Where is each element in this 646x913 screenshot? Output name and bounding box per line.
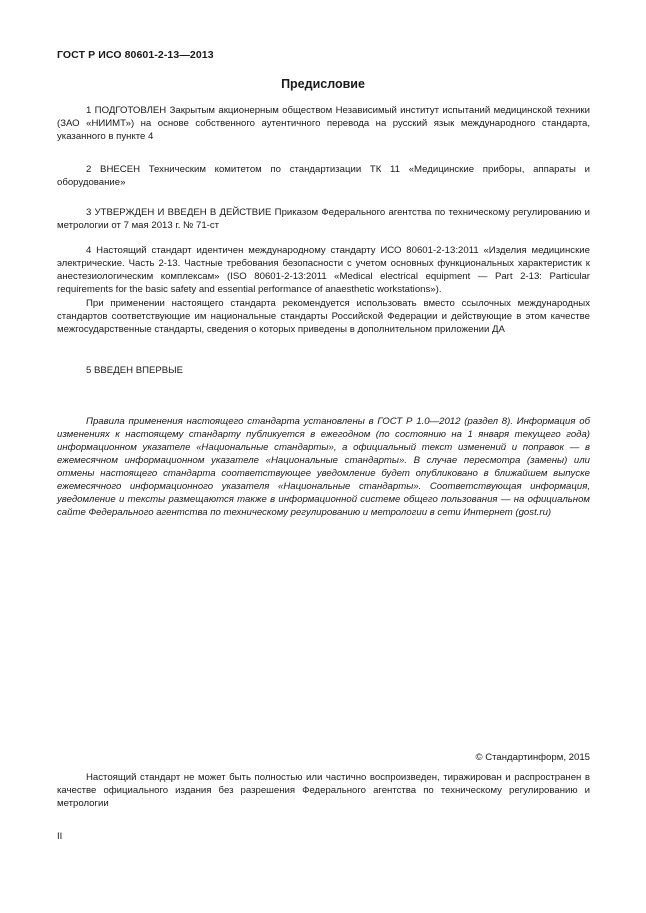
item-5-first-introduced: 5 ВВЕДЕН ВПЕРВЫЕ xyxy=(86,365,184,376)
copyright-line: © Стандартинформ, 2015 xyxy=(475,752,590,763)
item-2-introduced: 2 ВНЕСЕН Техническим комитетом по стандартизации ТК 11 «Медицинские приборы, аппараты и оборудование» xyxy=(57,164,590,188)
rules-notice: Правила применения настоящего стандарта установлены в ГОСТ Р 1.0—2012 (раздел 8). Информация об изменениях к настоящему стандарту публикуется в ежегодном (по состоянию на 1 января текущего года) информационном указателе «Национальные стандарты», а официальный текст изменений и поправок — в ежемесячном информационном указателе «Национальные стандарты». В случае пересмотра (замены) или отмены настоящего стандарта соответствующее уведомление будет опубликовано в ближайшем выпуске ежемесячного информационного указателя «Национальные стандарты». Соответствующая информация, уведомление и тексты размещаются также в информационной системе общего пользования — на официальном сайте Федерального агентства по техническому регулированию и метрологии в сети Интернет (gost.ru) xyxy=(57,416,590,518)
reproduction-notice: Настоящий стандарт не может быть полностью или частично воспроизведен, тиражирован и распространен в качестве официального издания без разрешения Федерального агентства по техническому регулированию и метрологии xyxy=(57,772,590,809)
page-number: II xyxy=(57,831,63,842)
item-3-approved: 3 УТВЕРЖДЕН И ВВЕДЕН В ДЕЙСТВИЕ Приказом Федерального агентства по техническому регулированию и метрологии от 7 мая 2013 г. № 71-ст xyxy=(57,207,590,231)
document-code-header: ГОСТ Р ИСО 80601-2-13—2013 xyxy=(57,49,214,61)
item-1-prepared: 1 ПОДГОТОВЛЕН Закрытым акционерным обществом Независимый институт испытаний медицинской техники (ЗАО «НИИМТ») на основе собственного аутентичного перевода на русский язык международного стандарта, указанного в пункте 4 xyxy=(57,105,590,142)
page-title: Предисловие xyxy=(281,77,365,91)
item-4-identical-standard: 4 Настоящий стандарт идентичен международному стандарту ИСО 80601-2-13:2011 «Изделия медицинские электрические. Часть 2-13. Частные требования безопасности с учетом основных функциональных характеристик к анестезиологическим комплексам» (ISO 80601-2-13:2011 «Medical electrical equipment — Part 2-13: Particular requirements for the basic safety and essential performance of anaesthetic workstations»). xyxy=(57,245,590,295)
item-4-application-note: При применении настоящего стандарта рекомендуется использовать вместо ссылочных международных стандартов соответствующие им национальные стандарты Российской Федерации и действующие в этом качестве межгосударственные стандарты, сведения о которых приведены в дополнительном приложении ДА xyxy=(57,298,590,335)
